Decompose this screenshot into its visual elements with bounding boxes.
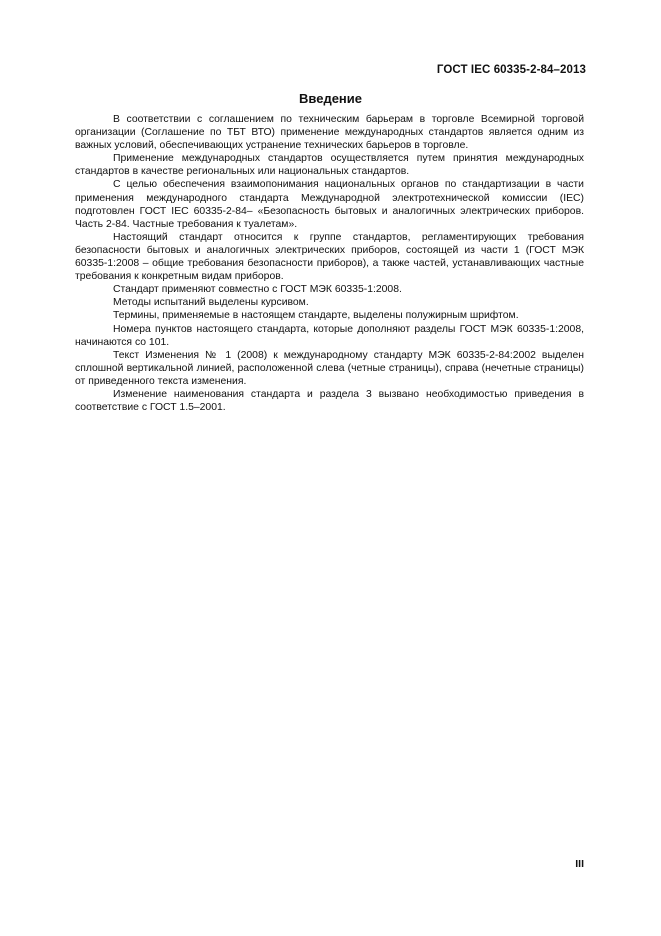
paragraph: Термины, применяемые в настоящем стандарте, выделены полужирным шрифтом.: [113, 310, 519, 322]
section-title: Введение: [299, 91, 362, 106]
paragraph: Текст Изменения № 1 (2008) к международному стандарту МЭК 60335-2-84:2002 выделен сплошной вертикальной линией, расположенной слева (четные страницы), справа (нечетные страницы) от приведенного текста изменения.: [75, 349, 584, 387]
document-body: [75, 113, 584, 414]
paragraph: Номера пунктов настоящего стандарта, которые дополняют разделы ГОСТ МЭК 60335-1:2008, начинаются со 101.: [75, 323, 584, 348]
paragraph: Методы испытаний выделены курсивом.: [113, 297, 309, 309]
document-header: ГОСТ IEC 60335-2-84–2013: [436, 64, 586, 76]
paragraph-text: Применение международных стандартов осуществляется путем принятия международных стандартов в качестве региональных или национальных стандартов.: [75, 153, 584, 178]
paragraph: С целью обеспечения взаимопонимания национальных органов по стандартизации в части применения международного стандарта Международной электротехнической комиссии (IEC) подготовлен ГОСТ IEC 60335-2-84– «Безопасность бытовых и аналогичных электрических приборов. Часть 2-84. Частные требования к туалетам».: [75, 179, 584, 230]
paragraph: Стандарт применяют совместно с ГОСТ МЭК 60335-1:2008.: [113, 284, 402, 296]
paragraph: В соответствии с соглашением по техническим барьерам в торговле Всемирной торговой организации (Соглашение по ТБТ ВТО) применение международных стандартов является одним из важных условий, обеспечивающих устранение технических барьеров в торговле.: [75, 114, 584, 152]
paragraph: Настоящий стандарт относится к группе стандартов, регламентирующих требования безопасности бытовых и аналогичных электрических приборов, состоящей из части 1 (ГОСТ МЭК 60335-1:2008 – общие требования безопасности приборов), а также частей, устанавливающих частные требования к конкретным видам приборов.: [75, 231, 584, 283]
paragraph: [75, 152, 584, 178]
paragraph: Изменение наименования стандарта и раздела 3 вызвано необходимостью приведения в соответствие с ГОСТ 1.5–2001.: [75, 388, 584, 414]
page-number: III: [575, 858, 584, 870]
